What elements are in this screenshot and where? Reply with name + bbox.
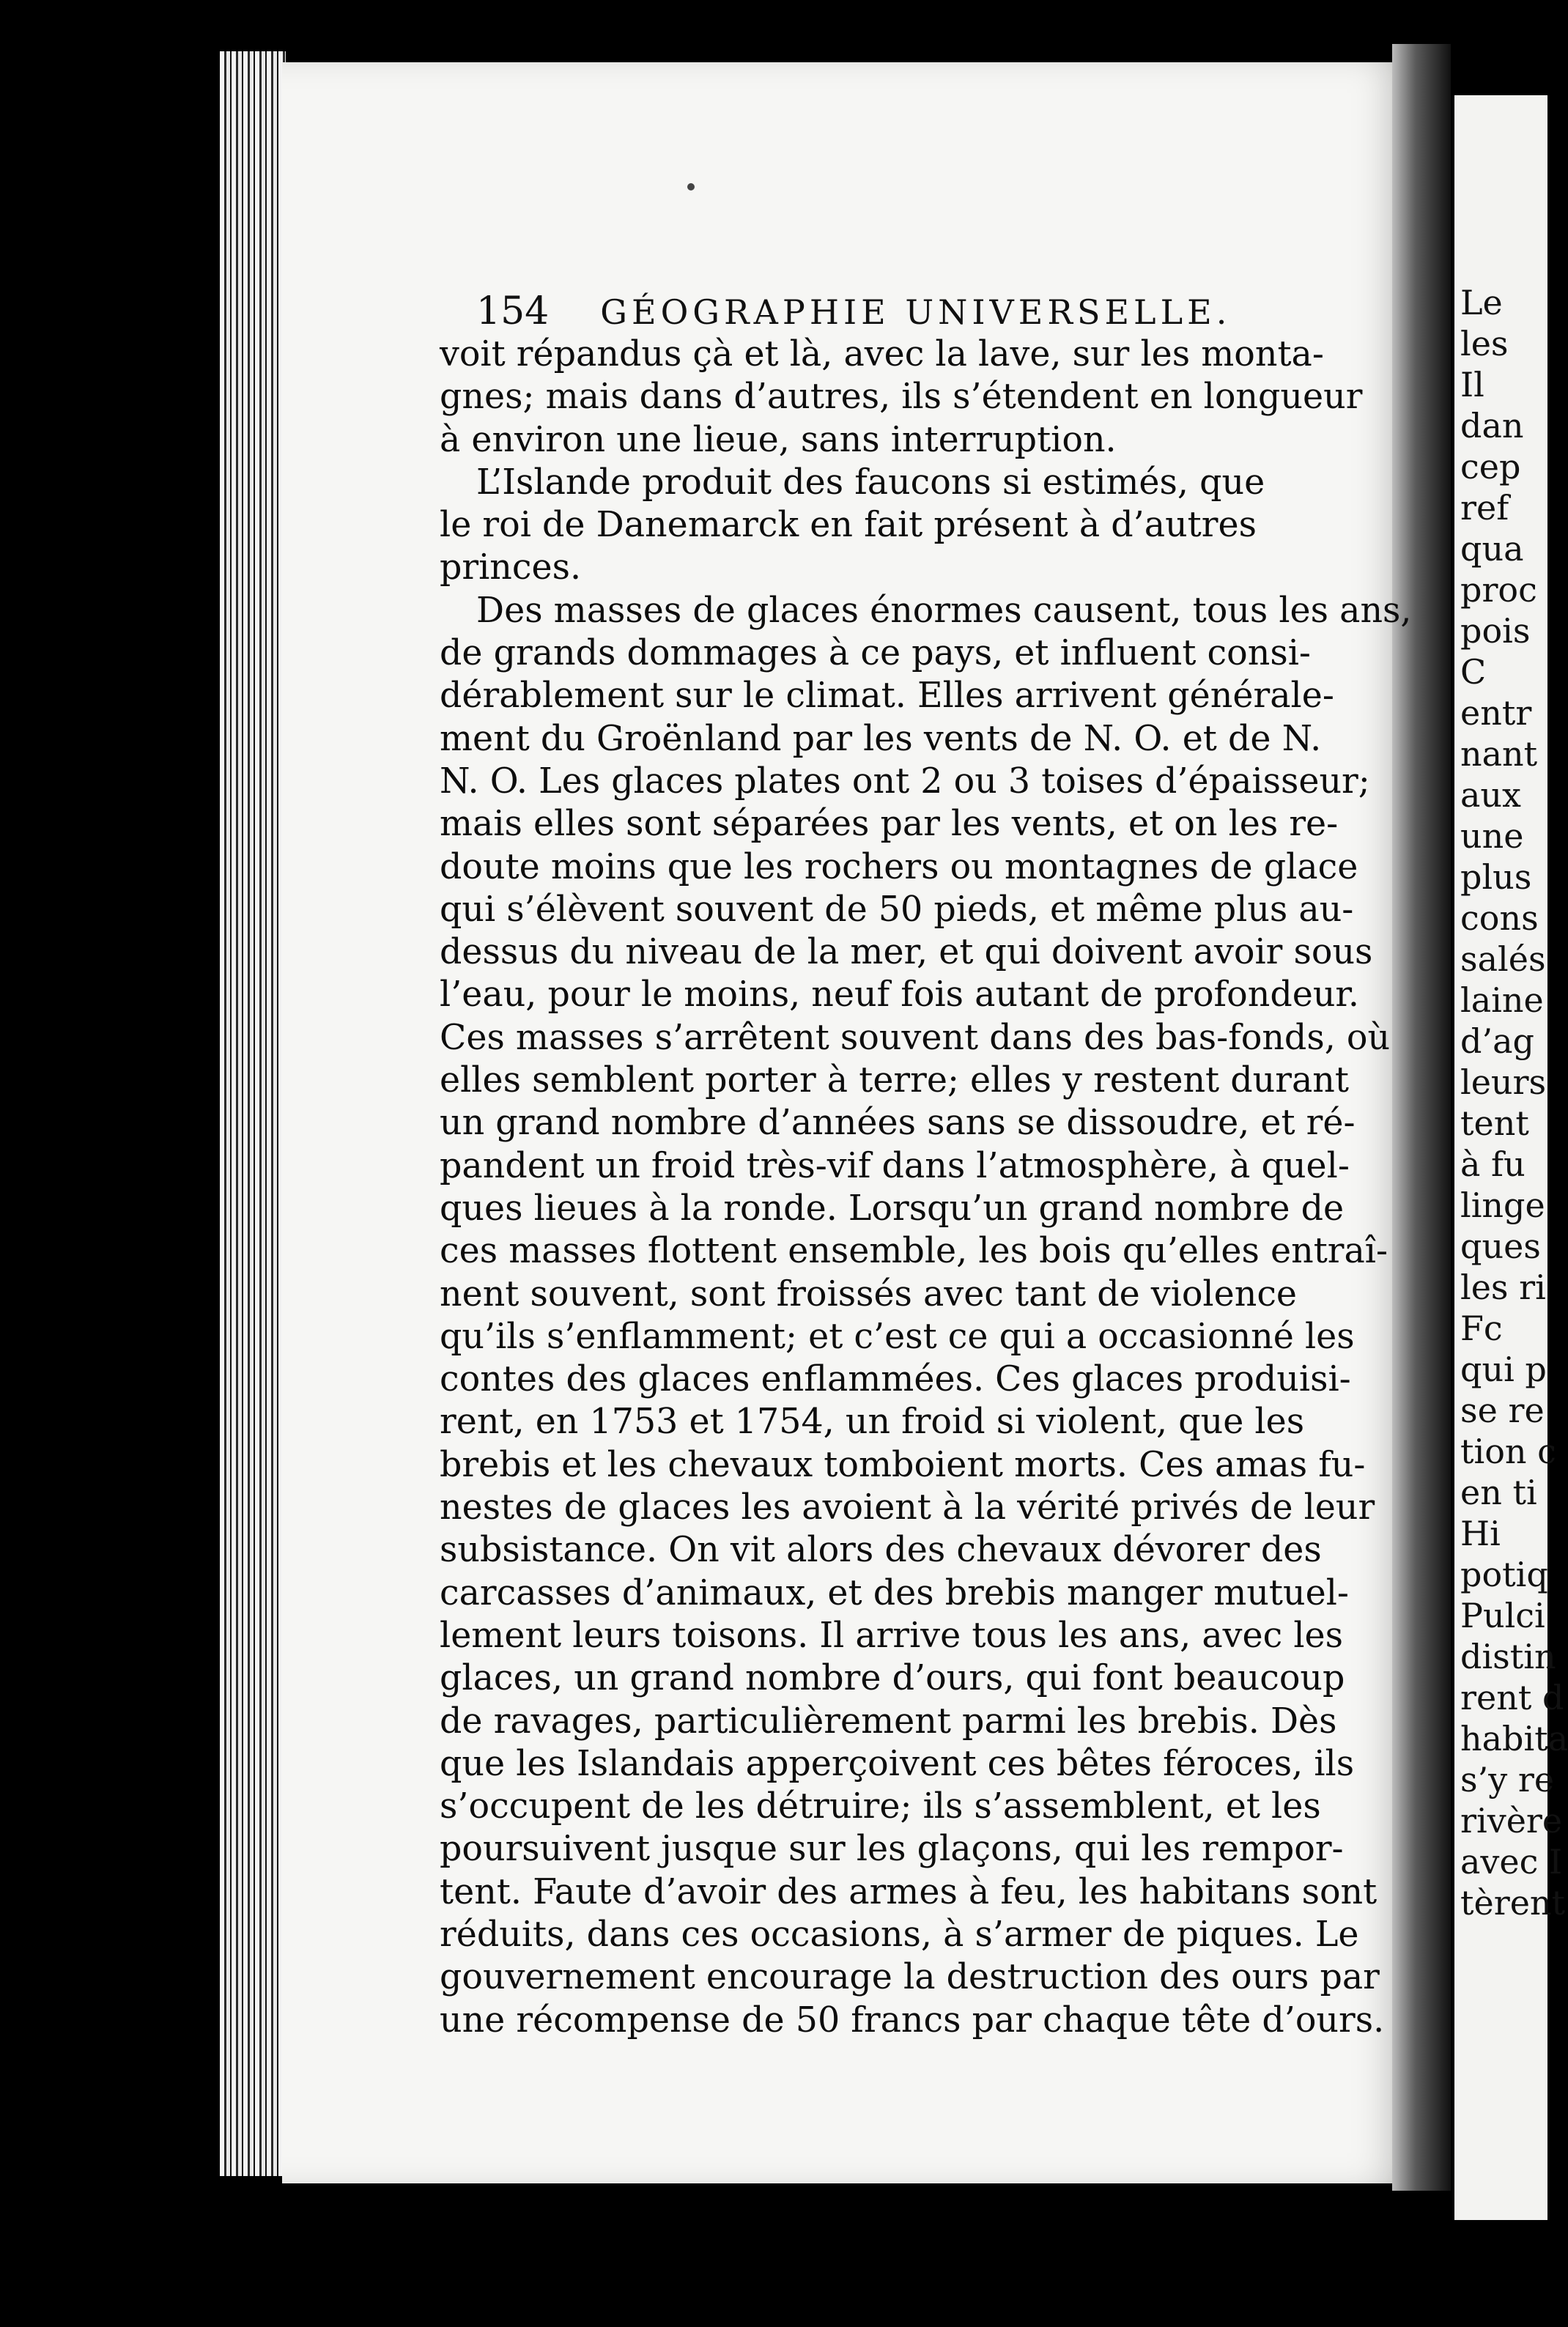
body-text [440,333,1412,2042]
facing-page-line: distin [1460,1637,1556,1676]
facing-page-line: linge [1460,1185,1545,1225]
book-gutter [1392,44,1451,2191]
text-line: L’Islande produit des faucons si estimés, que [476,462,1265,503]
facing-page-line: laine [1460,980,1544,1020]
ink-speck [687,183,695,190]
text-line: ques lieues à la ronde. Lorsqu’un grand nombre de [440,1188,1345,1229]
facing-page-line: une [1460,816,1524,856]
running-title: GÉOGRAPHIE UNIVERSELLE. [600,292,1232,332]
facing-page-line: avec I [1460,1842,1563,1882]
text-line: elles semblent porter à terre; elles y restent durant [440,1060,1349,1101]
text-line: ment du Groënland par les vents de N. O. et de N. [440,718,1322,759]
text-line: nestes de glaces les avoient à la vérité privés de leur [440,1487,1375,1528]
facing-page-line: les [1460,324,1509,363]
facing-page-line: s’y re [1460,1760,1555,1799]
text-line: l’eau, pour le moins, neuf fois autant de profondeur. [440,974,1360,1015]
text-line: subsistance. On vit alors des chevaux dévorer des [440,1530,1322,1571]
facing-page-line: tent [1460,1103,1529,1143]
facing-page-line: ques [1460,1227,1541,1266]
facing-page-line: qui p [1460,1350,1547,1389]
facing-page-line: Pulci [1460,1596,1545,1635]
text-line: un grand nombre d’années sans se dissoudre, et ré- [440,1103,1356,1144]
facing-page-line: potiq [1460,1555,1548,1594]
facing-page-line: qua [1460,529,1524,569]
text-line: lement leurs toisons. Il arrive tous les ans, avec les [440,1615,1344,1656]
text-line: de grands dommages à ce pays, et influent consi- [440,633,1311,674]
facing-page-line: en ti [1460,1473,1537,1512]
facing-page-line: habita [1460,1719,1568,1758]
text-line: N. O. Les glaces plates ont 2 ou 3 toises d’épaisseur; [440,761,1370,802]
facing-page-line: entr [1460,693,1532,733]
text-line: s’occupent de les détruire; ils s’assemblent, et les [440,1786,1321,1827]
facing-page-line: d’ag [1460,1021,1534,1061]
text-line: poursuivent jusque sur les glaçons, qui les rempor- [440,1829,1344,1870]
page-edge-stack [220,51,286,2176]
text-line: le roi de Danemarck en fait présent à d’autres [440,505,1257,546]
text-line: gouvernement encourage la destruction des ours par [440,1957,1380,1998]
facing-page-line: proc [1460,570,1537,610]
text-line: à environ une lieue, sans interruption. [440,419,1117,460]
facing-page-line: tèrent [1460,1883,1566,1923]
facing-page-line: Fc [1460,1309,1503,1348]
text-line: princes. [440,547,582,588]
text-line: réduits, dans ces occasions, à s’armer de piques. Le [440,1914,1359,1955]
text-line: contes des glaces enflammées. Ces glaces produisi- [440,1359,1351,1400]
facing-page-line: leurs [1460,1062,1547,1102]
facing-page-line: salés [1460,939,1546,979]
facing-page-line: cons [1460,898,1539,938]
facing-page-line: rivère [1460,1801,1563,1840]
facing-page-line: C [1460,652,1487,692]
facing-page-line: plus [1460,857,1532,897]
text-line: ces masses flottent ensemble, les bois qu’elles entraî- [440,1231,1388,1272]
text-line: tent. Faute d’avoir des armes à feu, les habitans sont [440,1871,1377,1912]
text-line: nent souvent, sont froissés avec tant de violence [440,1273,1298,1314]
facing-page-line: ref [1460,488,1509,528]
facing-page-line: à fu [1460,1144,1526,1184]
text-line: de ravages, particulièrement parmi les brebis. Dès [440,1701,1337,1742]
text-line: doute moins que les rochers ou montagnes de glace [440,846,1358,887]
facing-page-line: Hi [1460,1514,1501,1553]
facing-page-line: dan [1460,406,1524,445]
text-line: une récompense de 50 francs par chaque tête d’ours. [440,1999,1385,2041]
text-line: carcasses d’animaux, et des brebis manger mutuel- [440,1572,1349,1613]
text-line: pandent un froid très-vif dans l’atmosphère, à quel- [440,1145,1350,1186]
facing-page-line: Le [1460,283,1503,322]
facing-page-fragment [1454,95,1568,2220]
facing-page-line: cep [1460,447,1521,487]
text-line: qu’ils s’enflamment; et c’est ce qui a occasionné les [440,1316,1355,1357]
facing-page-line: les ri [1460,1268,1546,1307]
text-line: mais elles sont séparées par les vents, et on les re- [440,804,1339,845]
text-line: glaces, un grand nombre d’ours, qui font beaucoup [440,1658,1345,1699]
facing-page-line: se re [1460,1391,1545,1430]
text-line: Ces masses s’arrêtent souvent dans des bas-fonds, où [440,1017,1391,1058]
text-line: dessus du niveau de la mer, et qui doivent avoir sous [440,932,1373,973]
text-line: que les Islandais apperçoivent ces bêtes féroces, ils [440,1743,1355,1784]
facing-page-line: nant [1460,734,1538,774]
text-line: dérablement sur le climat. Elles arrivent générale- [440,676,1334,717]
text-line: gnes; mais dans d’autres, ils s’étendent en longueur [440,377,1363,418]
facing-page-line: tion c [1460,1432,1556,1471]
text-line: Des masses de glaces énormes causent, tous les ans, [476,590,1412,631]
facing-page-line: pois [1460,611,1531,651]
page-number: 154 [476,289,550,333]
text-line: qui s’élèvent souvent de 50 pieds, et même plus au- [440,889,1354,930]
text-line: brebis et les chevaux tomboient morts. Ces amas fu- [440,1444,1366,1485]
facing-page-line: Il [1460,365,1484,404]
facing-page-line: rent d [1460,1678,1564,1717]
facing-page-line: aux [1460,775,1521,815]
text-line: voit répandus çà et là, avec la lave, sur les monta- [440,334,1324,374]
text-line: rent, en 1753 et 1754, un froid si violent, que les [440,1402,1305,1443]
page-header [476,289,1282,333]
